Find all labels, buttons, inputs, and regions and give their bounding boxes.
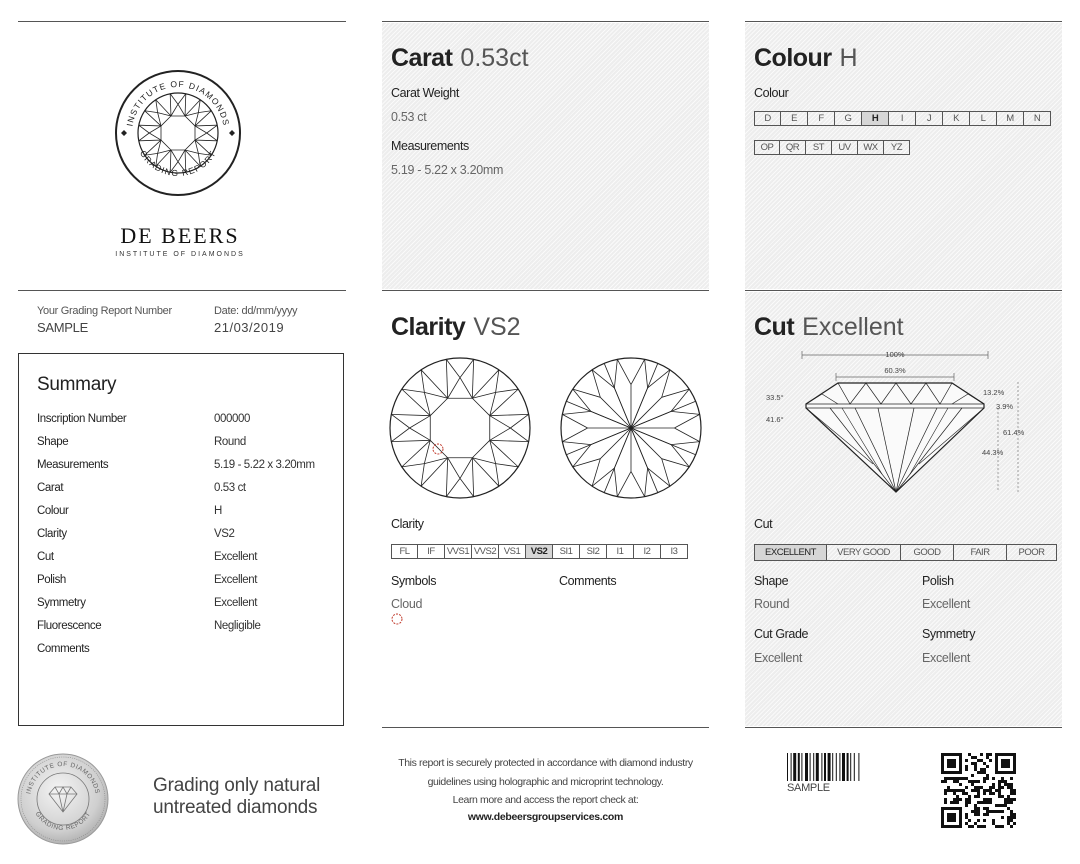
summary-value: Excellent bbox=[214, 574, 258, 586]
polish-value: Excellent bbox=[922, 597, 971, 611]
symmetry-value: Excellent bbox=[922, 651, 971, 665]
svg-text:INSTITUTE OF DIAMONDS: INSTITUTE OF DIAMONDS bbox=[25, 760, 101, 795]
colour-title bbox=[754, 44, 858, 73]
svg-text:GRADING REPORT: GRADING REPORT bbox=[33, 810, 93, 833]
cut-grade-label: Cut Grade bbox=[754, 627, 809, 641]
colour-grade-cell: WX bbox=[858, 140, 884, 155]
top-rule-right bbox=[745, 21, 1062, 22]
clarity-grade-cell: VVS2 bbox=[472, 544, 499, 559]
measurements-label: Measurements bbox=[391, 139, 469, 153]
summary-label: Polish bbox=[37, 574, 66, 586]
mid-rule-right bbox=[745, 290, 1062, 291]
diagram-crown-height: 13.2% bbox=[983, 388, 1005, 397]
cut-grade-cell: FAIR bbox=[954, 544, 1007, 561]
report-date-value: 21/03/2019 bbox=[214, 320, 285, 335]
diagram-pavilion-depth: 44.3% bbox=[982, 448, 1004, 457]
clarity-grade-cell: VS1 bbox=[499, 544, 526, 559]
colour-grade-cell-selected: H bbox=[862, 111, 889, 126]
clarity-plot-crown-icon bbox=[388, 356, 532, 500]
svg-text:GRADING REPORT: GRADING REPORT bbox=[137, 148, 219, 179]
cloud-symbol-icon bbox=[391, 613, 403, 625]
colour-grade-cell: I bbox=[889, 111, 916, 126]
colour-grade-cell: YZ bbox=[884, 140, 910, 155]
clarity-grade-cell: I1 bbox=[607, 544, 634, 559]
carat-weight-label: Carat Weight bbox=[391, 86, 459, 100]
diagram-girdle: 3.9% bbox=[996, 402, 1014, 411]
comments-label: Comments bbox=[559, 574, 617, 588]
diagram-crown-angle: 33.5° bbox=[766, 393, 784, 402]
symbols-value: Cloud bbox=[391, 597, 423, 611]
symmetry-label: Symmetry bbox=[922, 627, 976, 641]
institute-seal-icon bbox=[113, 68, 243, 198]
polish-label: Polish bbox=[922, 574, 954, 588]
hologram-seal-icon bbox=[16, 752, 110, 846]
colour-scale-primary bbox=[754, 111, 1051, 126]
colour-title-value: H bbox=[839, 44, 858, 72]
colour-scale-secondary bbox=[754, 140, 910, 155]
summary-value: Round bbox=[214, 436, 246, 448]
barcode-caption: SAMPLE bbox=[787, 782, 830, 794]
clarity-scale bbox=[391, 544, 688, 559]
clarity-title bbox=[391, 313, 521, 342]
top-rule-mid bbox=[382, 21, 709, 22]
cut-grade-cell: VERY GOOD bbox=[827, 544, 901, 561]
brand-subtitle: INSTITUTE OF DIAMONDS bbox=[115, 251, 245, 258]
summary-value: 5.19 - 5.22 x 3.20mm bbox=[214, 459, 315, 471]
summary-value: Excellent bbox=[214, 597, 258, 609]
summary-label: Comments bbox=[37, 643, 90, 655]
cut-title bbox=[754, 313, 904, 342]
summary-label: Measurements bbox=[37, 459, 109, 471]
summary-value: VS2 bbox=[214, 528, 235, 540]
inclusion-marker-icon bbox=[433, 444, 443, 454]
summary-title: Summary bbox=[37, 374, 117, 395]
summary-value: 000000 bbox=[214, 413, 250, 425]
clarity-grade-cell: SI2 bbox=[580, 544, 607, 559]
brand-name: DE BEERS bbox=[120, 223, 240, 248]
colour-title-label: Colour bbox=[754, 44, 832, 72]
website-link[interactable]: www.debeersgroupservices.com bbox=[467, 811, 624, 823]
colour-grade-cell: ST bbox=[806, 140, 832, 155]
carat-weight-value: 0.53 ct bbox=[391, 110, 427, 124]
colour-grade-cell: G bbox=[835, 111, 862, 126]
colour-grade-cell: OP bbox=[754, 140, 780, 155]
summary-label: Carat bbox=[37, 482, 64, 494]
report-number-label: Your Grading Report Number bbox=[37, 305, 172, 317]
carat-title bbox=[391, 44, 529, 73]
summary-label: Inscription Number bbox=[37, 413, 127, 425]
report-number-value: SAMPLE bbox=[37, 320, 88, 335]
svg-text:INSTITUTE OF DIAMONDS: INSTITUTE OF DIAMONDS bbox=[124, 78, 232, 128]
tagline-line2: untreated diamonds bbox=[153, 797, 318, 818]
summary-value: Negligible bbox=[214, 620, 261, 632]
cut-grade-value: Excellent bbox=[754, 651, 803, 665]
colour-grade-cell: L bbox=[970, 111, 997, 126]
shape-value: Round bbox=[754, 597, 790, 611]
colour-grade-cell: M bbox=[997, 111, 1024, 126]
bottom-rule-right bbox=[745, 727, 1062, 728]
summary-label: Shape bbox=[37, 436, 69, 448]
clarity-title-value: VS2 bbox=[473, 313, 521, 341]
colour-label: Colour bbox=[754, 86, 789, 100]
diagram-pavilion-angle: 41.6° bbox=[766, 415, 784, 424]
summary-label: Fluorescence bbox=[37, 620, 102, 632]
cut-title-label: Cut bbox=[754, 313, 795, 341]
carat-title-label: Carat bbox=[391, 44, 453, 72]
summary-value: Excellent bbox=[214, 551, 258, 563]
clarity-grade-cell-selected: VS2 bbox=[526, 544, 553, 559]
mid-rule-mid bbox=[382, 290, 709, 291]
report-date-label: Date: dd/mm/yyyy bbox=[214, 305, 298, 317]
clarity-grade-cell: IF bbox=[418, 544, 445, 559]
colour-grade-cell: UV bbox=[832, 140, 858, 155]
cut-title-value: Excellent bbox=[802, 313, 904, 341]
notice-line1: This report is securely protected in accordance with diamond industry bbox=[398, 757, 693, 769]
measurements-value: 5.19 - 5.22 x 3.20mm bbox=[391, 163, 504, 177]
bottom-rule-mid bbox=[382, 727, 709, 728]
qr-code-icon bbox=[941, 753, 1016, 828]
mid-rule-left bbox=[18, 290, 346, 291]
clarity-label: Clarity bbox=[391, 517, 424, 531]
clarity-grade-cell: FL bbox=[391, 544, 418, 559]
colour-grade-cell: K bbox=[943, 111, 970, 126]
colour-grade-cell: QR bbox=[780, 140, 806, 155]
colour-grade-cell: E bbox=[781, 111, 808, 126]
colour-grade-cell: J bbox=[916, 111, 943, 126]
barcode-icon bbox=[787, 753, 893, 781]
clarity-title-label: Clarity bbox=[391, 313, 466, 341]
summary-label: Cut bbox=[37, 551, 54, 563]
colour-grade-cell: N bbox=[1024, 111, 1051, 126]
top-rule-left bbox=[18, 21, 346, 22]
carat-title-value: 0.53ct bbox=[460, 44, 529, 72]
clarity-grade-cell: SI1 bbox=[553, 544, 580, 559]
colour-grade-cell: D bbox=[754, 111, 781, 126]
cut-grade-cell-selected: EXCELLENT bbox=[754, 544, 827, 561]
colour-grade-cell: F bbox=[808, 111, 835, 126]
summary-value: 0.53 ct bbox=[214, 482, 246, 494]
notice-line3: Learn more and access the report check at: bbox=[452, 794, 639, 806]
notice-line2: guidelines using holographic and microprint technology. bbox=[427, 776, 664, 788]
summary-value: H bbox=[214, 505, 222, 517]
shape-label: Shape bbox=[754, 574, 789, 588]
cut-scale bbox=[754, 544, 1057, 561]
cut-grade-cell: GOOD bbox=[901, 544, 954, 561]
tagline-line1: Grading only natural bbox=[153, 775, 321, 796]
symbols-label: Symbols bbox=[391, 574, 437, 588]
summary-label: Clarity bbox=[37, 528, 67, 540]
diagram-total-depth: 61.4% bbox=[1003, 428, 1025, 437]
diagram-total-width: 100% bbox=[885, 350, 905, 359]
clarity-grade-cell: I2 bbox=[634, 544, 661, 559]
clarity-plot-pavilion-icon bbox=[559, 356, 703, 500]
cut-label: Cut bbox=[754, 517, 773, 531]
diamond-profile-diagram-icon bbox=[750, 346, 1060, 498]
diagram-table-pct: 60.3% bbox=[884, 366, 906, 375]
summary-label: Colour bbox=[37, 505, 69, 517]
clarity-grade-cell: VVS1 bbox=[445, 544, 472, 559]
cut-grade-cell: POOR bbox=[1007, 544, 1057, 561]
summary-label: Symmetry bbox=[37, 597, 86, 609]
clarity-grade-cell: I3 bbox=[661, 544, 688, 559]
